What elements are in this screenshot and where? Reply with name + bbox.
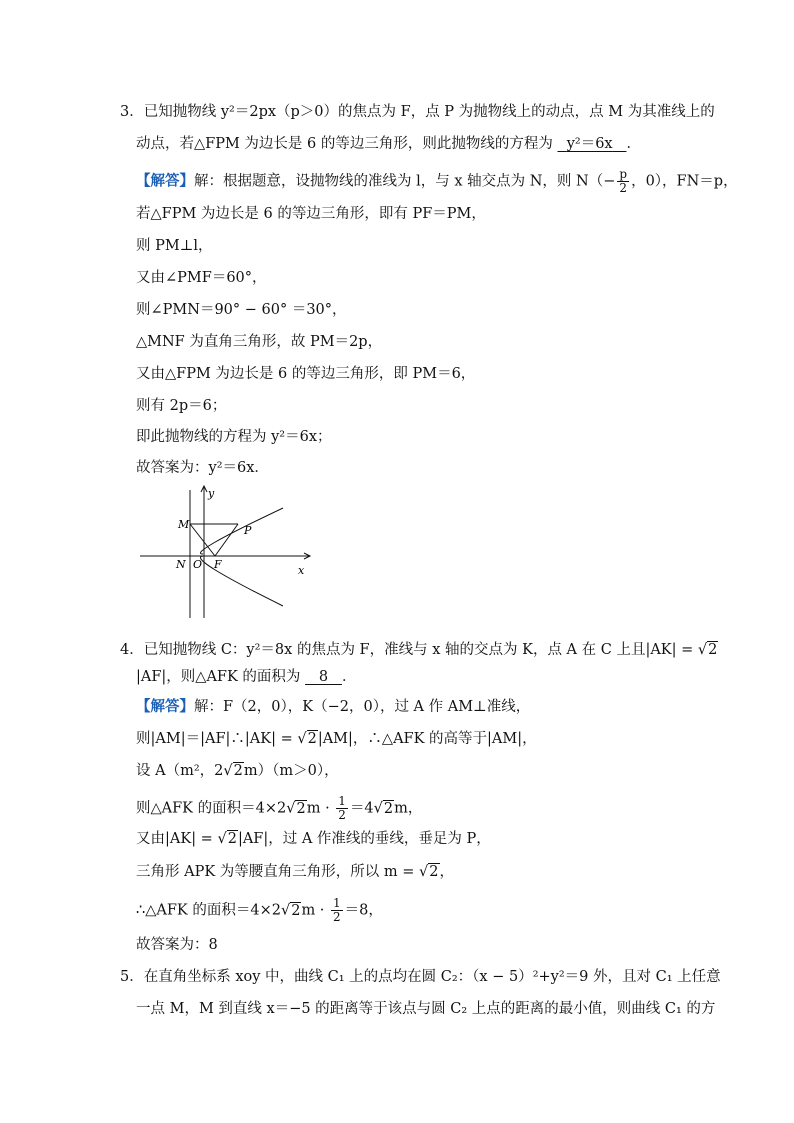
p4-line2: |AF|，则△AFK 的面积为 8 ．	[136, 669, 357, 685]
parabola-figure	[138, 484, 318, 620]
p4-answer: 8	[318, 669, 329, 685]
p4-step: 三角形 APK 为等腰直角三角形，所以 m = √2，	[136, 864, 454, 880]
solution-tag: 【解答】	[136, 699, 194, 715]
label-M: M	[178, 518, 190, 531]
fraction-p-over-2: $\frac{p}{2}$	[619, 167, 628, 195]
parabola-lower	[200, 556, 283, 606]
fraction-one-half: $\frac{1}{2}$	[338, 794, 346, 822]
sqrt-value: 2	[708, 642, 718, 658]
p3-step: 即此抛物线的方程为 y²＝6x；	[136, 429, 332, 445]
p3-solution-line1: 【解答】解：根据题意，设抛物线的准线为 l，与 x 轴交点为 N，则 N（− $\frac{p}{2}$ ，0），FN＝p，	[136, 167, 738, 195]
p3-step: 则有 2p＝6；	[136, 398, 227, 414]
p3-step: 则∠PMN＝90° − 60° ＝30°，	[136, 302, 347, 318]
p3-step: 故答案为：y²＝6x．	[136, 460, 269, 476]
p3-step: 若△FPM 为边长是 6 的等边三角形，即有 PF＝PM，	[136, 206, 486, 222]
p4-step: 设 A（m²，2√2m）（m＞0），	[136, 763, 339, 779]
p4-step: 则|AM|＝|AF|∴|AK| = √2|AM|，∴△AFK 的高等于|AM|，	[136, 731, 537, 747]
p4-line1: 4．已知抛物线 C：y²＝8x 的焦点为 F，准线与 x 轴的交点为 K，点 A 在 C 上且|AK| = √2	[120, 642, 718, 658]
p3-answer: y²＝6x	[566, 136, 613, 152]
p4-step: 又由|AK| = √2|AF|，过 A 作准线的垂线，垂足为 P，	[136, 831, 491, 847]
p4-step: 则△AFK 的面积＝4×2√2m · $\frac{1}{2}$ ＝4√2m，	[136, 794, 423, 822]
segment-MF	[190, 524, 215, 556]
label-O: O	[193, 558, 203, 571]
fraction-one-half: $\frac{1}{2}$	[333, 896, 341, 924]
p3-step: 则 PM⊥l，	[136, 238, 213, 254]
p5-line1: 5．在直角坐标系 xoy 中，曲线 C₁ 上的点均在圆 C₂：（x − 5）²+y²＝9 外，且对 C₁ 上任意	[120, 969, 721, 985]
p3-line2-text: 动点，若△FPM 为边长是 6 的等边三角形，则此抛物线的方程为	[136, 136, 553, 152]
label-P: P	[244, 524, 252, 537]
p5-line2: 一点 M，M 到直线 x＝−5 的距离等于该点与圆 C₂ 上点的距离的最小值，则曲线 C₁ 的方	[136, 1001, 716, 1017]
label-N: N	[176, 558, 186, 571]
p3-line2: 动点，若△FPM 为边长是 6 的等边三角形，则此抛物线的方程为 y²＝6x ．	[136, 136, 641, 152]
p4-step: ∴△AFK 的面积＝4×2√2m · $\frac{1}{2}$ ＝8，	[136, 896, 383, 924]
label-F: F	[214, 558, 222, 571]
p3-step: △MNF 为直角三角形，故 PM＝2p，	[136, 334, 383, 350]
p4-final-answer: 故答案为：8	[136, 937, 218, 953]
label-y: y	[208, 487, 215, 500]
parabola-upper	[200, 508, 283, 554]
label-x: x	[298, 564, 305, 577]
p3-line1: 3．已知抛物线 y²＝2px（p＞0）的焦点为 F，点 P 为抛物线上的动点，点 M 为其准线上的	[120, 104, 715, 120]
solution-tag: 【解答】	[136, 173, 194, 190]
p3-step: 又由∠PMF＝60°，	[136, 270, 267, 286]
p4-solution-line1: 【解答】解：F（2，0），K（−2，0），过 A 作 AM⊥准线，	[136, 699, 531, 715]
p3-step: 又由△FPM 为边长是 6 的等边三角形，即 PM＝6，	[136, 366, 476, 382]
